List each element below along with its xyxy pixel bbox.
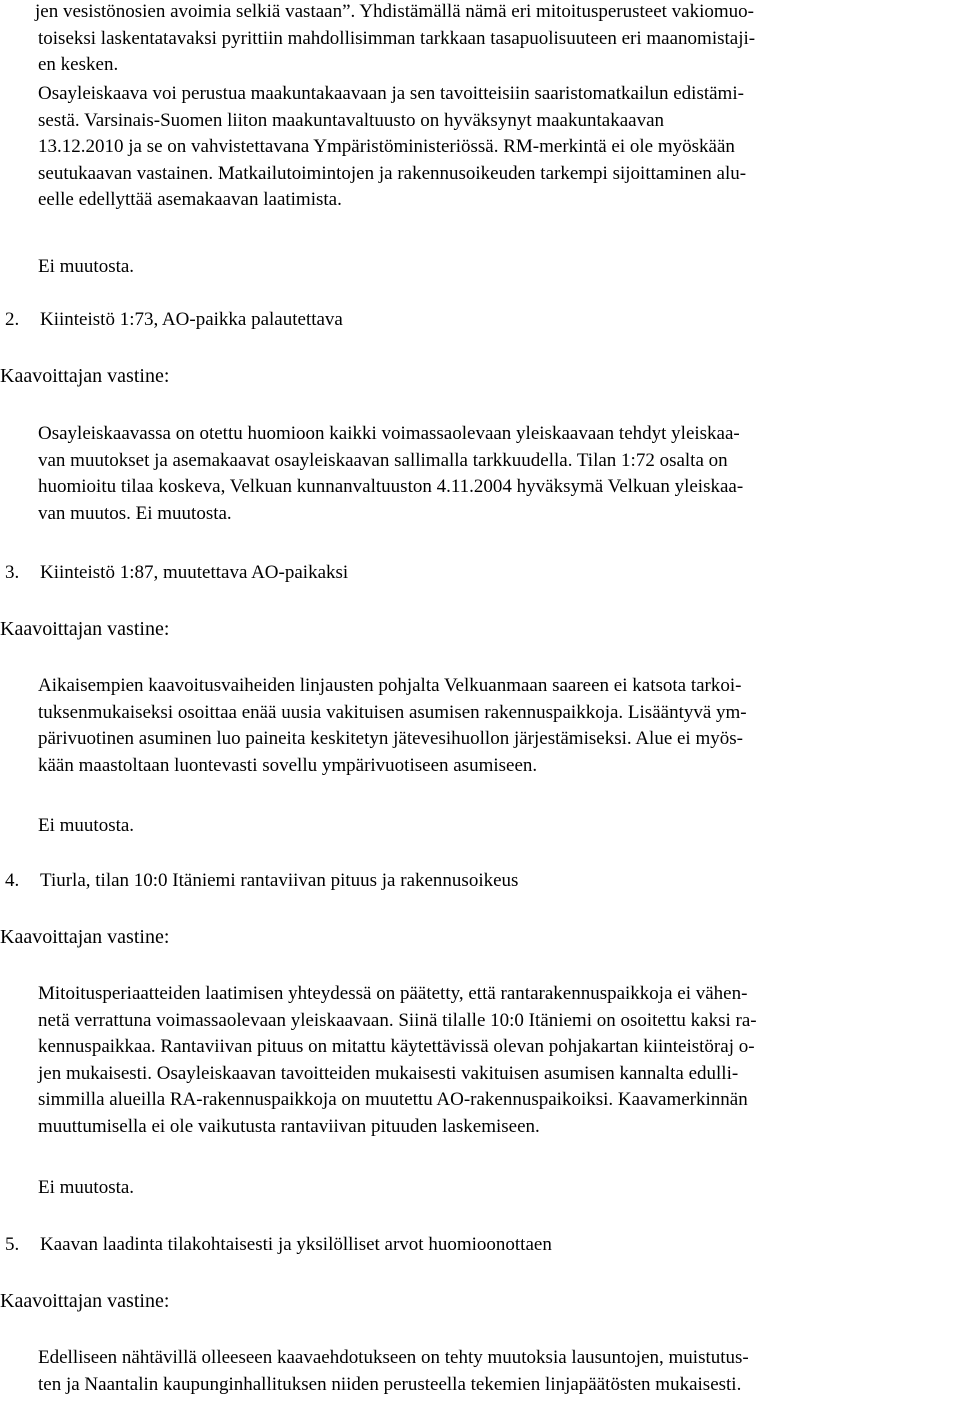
item-4-title: [5, 868, 518, 894]
text-line: netä verrattuna voimassaolevaan yleiskaavaan. Siinä tilalle 10:0 Itäniemi on osoitettu kaksi ra-: [38, 1009, 757, 1031]
text-line: huomioitu tilaa koskeva, Velkuan kunnanvaltuuston 4.11.2004 hyväksymä Velkuan yleiskaa-: [38, 476, 744, 497]
text-line: Osayleiskaava voi perustua maakuntakaavaan ja sen tavoitteisiin saaristomatkailun edistämi-: [38, 83, 744, 104]
text-line: van muutos. Ei muutosta.: [38, 502, 232, 524]
text-line: van muutokset ja asemakaavat osayleiskaavan sallimalla tarkkuudella. Tilan 1:72 osalta on: [38, 449, 728, 471]
text-line: Aikaisempien kaavoitusvaiheiden linjausten pohjalta Velkuanmaan saareen ei katsota tarkoi-: [38, 675, 742, 696]
item-title: Kaavan laadinta tilakohtaisesti ja yksilölliset arvot huomioonottaen: [40, 1234, 552, 1255]
text-line: ten ja Naantalin kaupunginhallituksen niiden perusteella tekemien linjapäätösten mukaisesti.: [38, 1373, 742, 1395]
response-heading: Kaavoittajan vastine:: [0, 618, 170, 640]
item-4-response: [38, 981, 958, 1140]
text-line: Edelliseen nähtävillä olleeseen kaavaehdotukseen on tehty muutoksia lausuntojen, muistutus-: [38, 1347, 749, 1368]
text-line: eelle edellyttää asemakaavan laatimista.: [38, 189, 342, 210]
text-line: Osayleiskaavassa on otettu huomioon kaikki voimassaolevaan yleiskaavaan tehdyt yleiskaa-: [38, 423, 740, 444]
text-line: toiseksi laskentatavaksi pyrittiin mahdollisimman tarkkaan tasapuolisuuteen eri maanomistaji-: [38, 27, 756, 49]
item-number: 4.: [5, 870, 20, 891]
item-number: 2.: [5, 309, 20, 330]
item-3-title: [5, 560, 348, 586]
item-title: Tiurla, tilan 10:0 Itäniemi rantaviivan pituus ja rakennusoikeus: [40, 870, 519, 891]
paragraph-maakuntakaava: [38, 81, 958, 214]
text-line: 13.12.2010 ja se on vahvistettavana Ympäristöministeriössä. RM-merkintä ei ole myöskään: [38, 136, 735, 157]
no-change-note: Ei muutosta.: [38, 256, 135, 277]
response-heading: Kaavoittajan vastine:: [0, 365, 170, 387]
item-number: 3.: [5, 562, 20, 583]
text-line: tuksenmukaiseksi osoittaa enää uusia vakituisen asumisen rakennuspaikkoja. Lisääntyvä ym-: [38, 701, 747, 723]
text-line: sestä. Varsinais-Suomen liiton maakuntavaltuusto on hyväksynyt maakuntakaavan: [38, 109, 664, 131]
text-line: seutukaavan vastainen. Matkailutoimintojen ja rakennusoikeuden tarkempi sijoittaminen alu-: [38, 162, 747, 184]
no-change-note: Ei muutosta.: [38, 815, 135, 836]
intro-paragraph: [35, 0, 958, 79]
text-line: jen vesistönosien avoimia selkiä vastaan”. Yhdistämällä nämä eri mitoitusperusteet vakiomuo-: [35, 1, 754, 22]
text-line: en kesken.: [38, 54, 119, 75]
text-line: Mitoitusperiaatteiden laatimisen yhteydessä on päätetty, että rantarakennuspaikkoja ei vähen-: [38, 983, 748, 1004]
text-line: kennuspaikkaa. Rantaviivan pituus on mitattu käytettävissä olevan pohjakartan kiinteistöraj o-: [38, 1036, 755, 1057]
text-line: jen mukaisesti. Osayleiskaavan tavoitteiden mukaisesti vakituisen asumisen kannalta edulli-: [38, 1062, 739, 1084]
item-number: 5.: [5, 1234, 20, 1255]
text-line: kään maastoltaan luontevasti sovellu ympärivuotiseen asumiseen.: [38, 754, 538, 776]
text-line: simmilla alueilla RA-rakennuspaikkoja on muutettu AO-rakennuspaikoiksi. Kaavamerkinnän: [38, 1089, 748, 1110]
item-5-title: [5, 1232, 552, 1258]
item-title: Kiinteistö 1:87, muutettava AO-paikaksi: [40, 562, 349, 583]
text-line: muuttumisella ei ole vaikutusta rantaviivan pituuden laskemiseen.: [38, 1115, 540, 1137]
item-3-response: [38, 673, 958, 779]
text-line: pärivuotinen asuminen luo paineita keskitetyn jätevesihuollon järjestämiseksi. Alue ei myös-: [38, 728, 743, 749]
item-5-response: [38, 1345, 958, 1398]
item-title: Kiinteistö 1:73, AO-paikka palautettava: [40, 309, 343, 330]
item-2-title: [5, 307, 343, 333]
response-heading: Kaavoittajan vastine:: [0, 926, 170, 948]
item-2-response: [38, 421, 958, 527]
response-heading: Kaavoittajan vastine:: [0, 1290, 170, 1312]
no-change-note: Ei muutosta.: [38, 1177, 135, 1198]
